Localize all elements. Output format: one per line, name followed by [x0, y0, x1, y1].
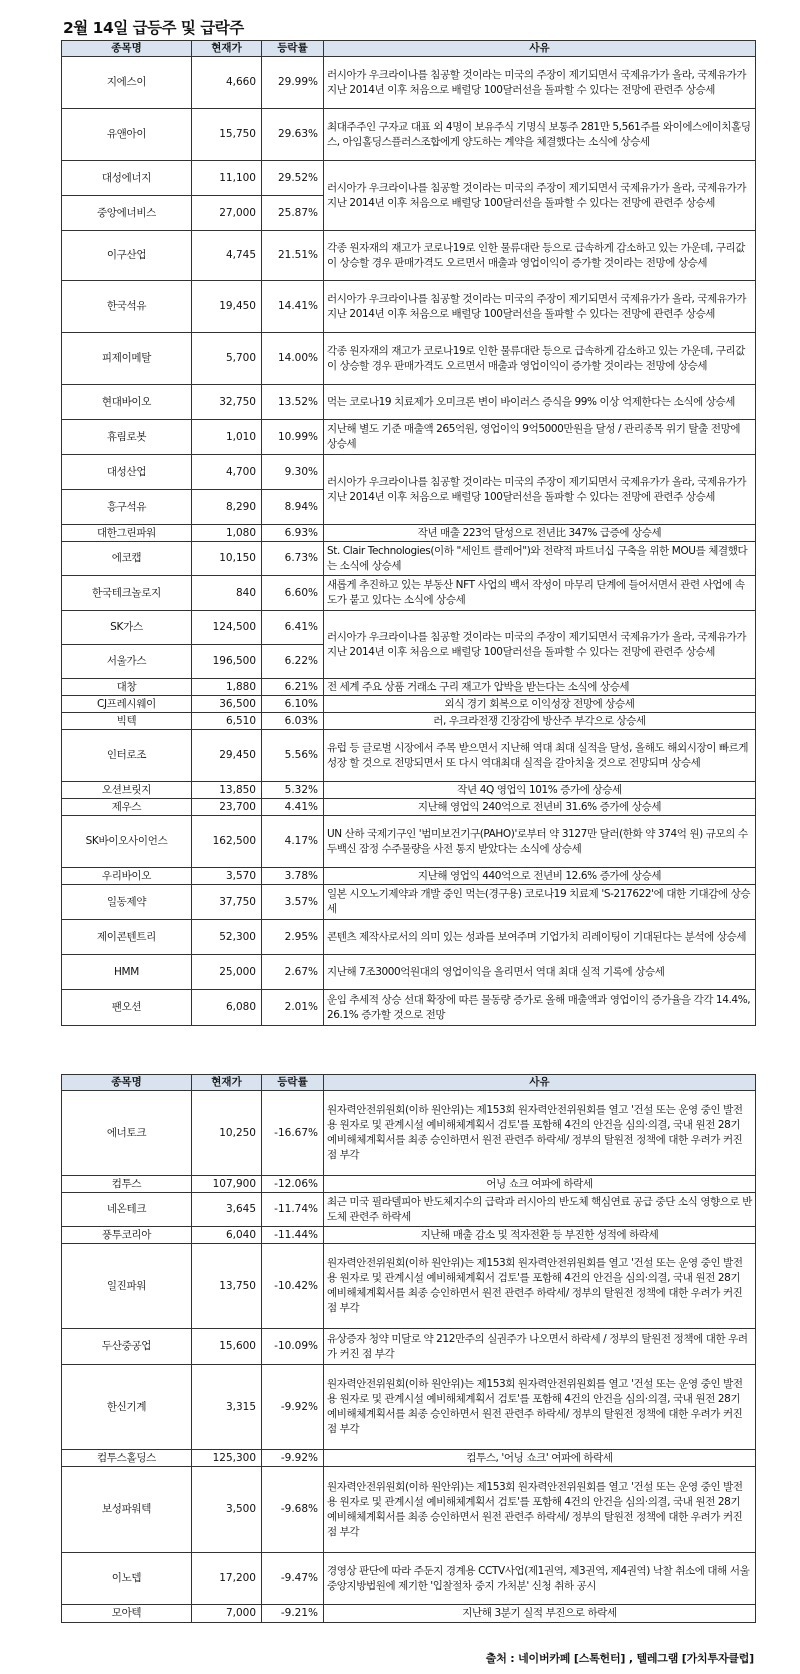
table-row: [62, 1176, 756, 1193]
stock-price: 124,500: [192, 611, 262, 645]
stock-name: 지에스이: [62, 57, 192, 109]
stock-reason: 외식 경기 회복으로 이익성장 전망에 상승세: [324, 696, 756, 713]
stock-name: 흥구석유: [62, 490, 192, 525]
stock-name: 보성파워텍: [62, 1467, 192, 1553]
stock-reason: 지난해 별도 기준 매출액 265억원, 영업이익 9억5000만원을 달성 / 관리종목 위기 탈출 전망에 상승세: [324, 420, 756, 455]
stock-rate: -9.68%: [262, 1467, 324, 1553]
stock-rate: 4.41%: [262, 799, 324, 816]
stock-reason: 작년 매출 223억 달성으로 전년比 347% 급증에 상승세: [324, 525, 756, 542]
stock-reason: UN 산하 국제기구인 '범미보건기구(PAHO)'로부터 약 3127만 달러(한화 약 374억 원) 규모의 수두백신 잠정 수주물량을 사전 통지 받았다는 소식에 상승세: [324, 816, 756, 868]
stock-name: 우리바이오: [62, 868, 192, 885]
stock-price: 37,750: [192, 885, 262, 920]
stock-rate: 4.17%: [262, 816, 324, 868]
stock-rate: -9.92%: [262, 1365, 324, 1450]
stock-price: 1,080: [192, 525, 262, 542]
stock-reason: 러시아가 우크라이나를 침공할 것이라는 미국의 주장이 제기되면서 국제유가가 올라, 국제유가가 지난 2014년 이후 처음으로 배럴당 100달러선을 돌파할 수 있다는 전망에 관련주 상승세: [324, 57, 756, 109]
stock-name: 인터로조: [62, 730, 192, 782]
stock-reason: 각종 원자재의 재고가 코로나19로 인한 물류대란 등으로 급속하게 감소하고 있는 가운데, 구리값이 상승할 경우 판매가격도 오르면서 매출과 영업이익이 증가할 것이라는 전망에 상승세: [324, 231, 756, 281]
table-header-row: [62, 1075, 756, 1091]
stock-rate: 5.32%: [262, 782, 324, 799]
stock-rate: 6.21%: [262, 679, 324, 696]
stock-name: 피제이메탈: [62, 333, 192, 385]
stock-reason: 원자력안전위원회(이하 원안위)는 제153회 원자력안전위원회를 열고 '건설 또는 운영 중인 발전용 원자로 및 관계시설 예비해체계획서 검토'를 포함해 4건의 안건을 심의·의결, 국내 원전 28기 예비해체계획서를 최종 승인하면서 원전 관련주 하락세/ 정부의 탈원전 정책에 대한 우려가 커진 점 부각: [324, 1091, 756, 1176]
stock-reason: 전 세계 주요 상품 거래소 구리 재고가 압박을 받는다는 소식에 상승세: [324, 679, 756, 696]
stock-name: 에너토크: [62, 1091, 192, 1176]
stock-rate: 14.00%: [262, 333, 324, 385]
stock-price: 4,700: [192, 455, 262, 490]
stock-name: SK바이오사이언스: [62, 816, 192, 868]
stock-rate: 10.99%: [262, 420, 324, 455]
stock-reason: 지난해 영업익 440억으로 전년비 12.6% 증가에 상승세: [324, 868, 756, 885]
table-row: [62, 1553, 756, 1605]
stock-price: 17,200: [192, 1553, 262, 1605]
table-row: [62, 281, 756, 333]
stock-price: 11,100: [192, 161, 262, 196]
stock-name: 제이콘텐트리: [62, 920, 192, 955]
table-row: [62, 525, 756, 542]
stock-rate: 21.51%: [262, 231, 324, 281]
stock-rate: 3.78%: [262, 868, 324, 885]
stock-reason: 러시아가 우크라이나를 침공할 것이라는 미국의 주장이 제기되면서 국제유가가 올라, 국제유가가 지난 2014년 이후 처음으로 배럴당 100달러선을 돌파할 수 있다는 전망에 관련주 상승세: [324, 281, 756, 333]
stock-price: 125,300: [192, 1450, 262, 1467]
stock-price: 5,700: [192, 333, 262, 385]
stock-price: 19,450: [192, 281, 262, 333]
stock-price: 13,850: [192, 782, 262, 799]
stock-rate: 6.22%: [262, 645, 324, 679]
stock-price: 25,000: [192, 955, 262, 990]
header-name: 종목명: [62, 41, 192, 57]
stock-reason: 경영상 판단에 따라 주둔지 경계용 CCTV사업(제1권역, 제3권역, 제4권역) 낙찰 취소에 대해 서울중앙지방법원에 제기한 '입찰절차 중지 가처분' 신청 취하 공시: [324, 1553, 756, 1605]
gainers-table: [61, 40, 756, 1026]
stock-reason: 운임 추세적 상승 선대 확장에 따른 물동량 증가로 올해 매출액과 영업이익 증가율을 각각 14.4%, 26.1% 증가할 것으로 전망: [324, 990, 756, 1026]
stock-reason: St. Clair Technologies(이하 "세인트 클레어")와 전략적 파트너십 구축을 위한 MOU를 체결했다는 소식에 상승세: [324, 542, 756, 576]
stock-rate: -10.09%: [262, 1329, 324, 1365]
stock-name: 이노뎁: [62, 1553, 192, 1605]
stock-price: 29,450: [192, 730, 262, 782]
table-row: [62, 816, 756, 868]
stock-rate: 6.93%: [262, 525, 324, 542]
table-row: [62, 576, 756, 611]
stock-reason: 러시아가 우크라이나를 침공할 것이라는 미국의 주장이 제기되면서 국제유가가 올라, 국제유가가 지난 2014년 이후 처음으로 배럴당 100달러선을 돌파할 수 있다는 전망에 관련주 상승세: [324, 455, 756, 525]
stock-rate: 2.95%: [262, 920, 324, 955]
stock-price: 10,150: [192, 542, 262, 576]
header-reason: 사유: [324, 1075, 756, 1091]
stock-name: 현대바이오: [62, 385, 192, 420]
stock-name: 대창: [62, 679, 192, 696]
stock-price: 7,000: [192, 1605, 262, 1623]
table-row: [62, 990, 756, 1026]
stock-rate: 2.01%: [262, 990, 324, 1026]
stock-reason: 어닝 쇼크 여파에 하락세: [324, 1176, 756, 1193]
stock-reason: 컴투스, '어닝 쇼크' 여파에 하락세: [324, 1450, 756, 1467]
stock-reason: 원자력안전위원회(이하 원안위)는 제153회 원자력안전위원회를 열고 '건설 또는 운영 중인 발전용 원자로 및 관계시설 예비해체계획서 검토'를 포함해 4건의 안건을 심의·의결, 국내 원전 28기 예비해체계획서를 최종 승인하면서 원전 관련주 하락세/ 정부의 탈원전 정책에 대한 우려가 커진 점 부각: [324, 1467, 756, 1553]
stock-name: 모아텍: [62, 1605, 192, 1623]
stock-reason: 러, 우크라전쟁 긴장감에 방산주 부각으로 상승세: [324, 713, 756, 730]
stock-reason: 원자력안전위원회(이하 원안위)는 제153회 원자력안전위원회를 열고 '건설 또는 운영 중인 발전용 원자로 및 관계시설 예비해체계획서 검토'를 포함해 4건의 안건을 심의·의결, 국내 원전 28기 예비해체계획서를 최종 승인하면서 원전 관련주 하락세/ 정부의 탈원전 정책에 대한 우려가 커진 점 부각: [324, 1244, 756, 1329]
table-row: [62, 1091, 756, 1176]
stock-price: 15,600: [192, 1329, 262, 1365]
stock-rate: 6.10%: [262, 696, 324, 713]
table-row: [62, 713, 756, 730]
table-row: [62, 782, 756, 799]
stock-reason: 유상증자 청약 미달로 약 212만주의 실권주가 나오면서 하락세 / 정부의 탈원전 정책에 대한 우려가 커진 점 부각: [324, 1329, 756, 1365]
stock-price: 8,290: [192, 490, 262, 525]
stock-name: 컴투스홀딩스: [62, 1450, 192, 1467]
stock-rate: 9.30%: [262, 455, 324, 490]
stock-rate: 25.87%: [262, 196, 324, 231]
stock-name: 서울가스: [62, 645, 192, 679]
table-row: [62, 161, 756, 196]
stock-price: 36,500: [192, 696, 262, 713]
stock-reason: 새롭게 추진하고 있는 부동산 NFT 사업의 백서 작성이 마무리 단계에 들어서면서 관련 사업에 속도가 붙고 있다는 소식에 상승세: [324, 576, 756, 611]
stock-price: 4,660: [192, 57, 262, 109]
table-row: [62, 1329, 756, 1365]
stock-reason: 러시아가 우크라이나를 침공할 것이라는 미국의 주장이 제기되면서 국제유가가 올라, 국제유가가 지난 2014년 이후 처음으로 배럴당 100달러선을 돌파할 수 있다는 전망에 관련주 상승세: [324, 611, 756, 679]
stock-name: SK가스: [62, 611, 192, 645]
stock-reason: 원자력안전위원회(이하 원안위)는 제153회 원자력안전위원회를 열고 '건설 또는 운영 중인 발전용 원자로 및 관계시설 예비해체계획서 검토'를 포함해 4건의 안건을 심의·의결, 국내 원전 28기 예비해체계획서를 최종 승인하면서 원전 관련주 하락세/ 정부의 탈원전 정책에 대한 우려가 커진 점 부각: [324, 1365, 756, 1450]
table-row: [62, 868, 756, 885]
stock-rate: -9.21%: [262, 1605, 324, 1623]
stock-name: 빅텍: [62, 713, 192, 730]
stock-reason: 작년 4Q 영업익 101% 증가에 상승세: [324, 782, 756, 799]
table-row: [62, 730, 756, 782]
stock-rate: -9.47%: [262, 1553, 324, 1605]
stock-rate: 2.67%: [262, 955, 324, 990]
losers-table: [61, 1074, 756, 1623]
stock-name: 네온테크: [62, 1193, 192, 1227]
stock-name: 대한그린파워: [62, 525, 192, 542]
table-row: [62, 385, 756, 420]
stock-name: 대성산업: [62, 455, 192, 490]
stock-rate: -10.42%: [262, 1244, 324, 1329]
stock-price: 6,080: [192, 990, 262, 1026]
table-row: [62, 611, 756, 645]
stock-name: 대성에너지: [62, 161, 192, 196]
stock-name: 두산중공업: [62, 1329, 192, 1365]
table-row: [62, 109, 756, 161]
stock-name: CJ프레시웨이: [62, 696, 192, 713]
stock-rate: -16.67%: [262, 1091, 324, 1176]
table-row: [62, 679, 756, 696]
stock-rate: 6.60%: [262, 576, 324, 611]
stock-name: 휴림로봇: [62, 420, 192, 455]
stock-rate: 6.73%: [262, 542, 324, 576]
table-row: [62, 920, 756, 955]
stock-name: 컴투스: [62, 1176, 192, 1193]
stock-rate: 8.94%: [262, 490, 324, 525]
stock-price: 13,750: [192, 1244, 262, 1329]
stock-name: 한신기계: [62, 1365, 192, 1450]
stock-name: 일동제약: [62, 885, 192, 920]
stock-reason: 러시아가 우크라이나를 침공할 것이라는 미국의 주장이 제기되면서 국제유가가 올라, 국제유가가 지난 2014년 이후 처음으로 배럴당 100달러선을 돌파할 수 있다는 전망에 관련주 상승세: [324, 161, 756, 231]
table-row: [62, 420, 756, 455]
table-row: [62, 955, 756, 990]
stock-reason: 콘텐츠 제작사로서의 의미 있는 성과를 보여주며 기업가치 리레이팅이 기대된다는 분석에 상승세: [324, 920, 756, 955]
table-row: [62, 1227, 756, 1244]
stock-price: 107,900: [192, 1176, 262, 1193]
stock-rate: -12.06%: [262, 1176, 324, 1193]
stock-reason: 지난해 7조3000억원대의 영업이익을 올리면서 역대 최대 실적 기록에 상승세: [324, 955, 756, 990]
stock-rate: -11.44%: [262, 1227, 324, 1244]
table-row: [62, 455, 756, 490]
stock-price: 1,880: [192, 679, 262, 696]
stock-price: 840: [192, 576, 262, 611]
stock-price: 6,510: [192, 713, 262, 730]
stock-rate: 29.99%: [262, 57, 324, 109]
stock-price: 32,750: [192, 385, 262, 420]
stock-rate: 13.52%: [262, 385, 324, 420]
stock-price: 52,300: [192, 920, 262, 955]
header-name: 종목명: [62, 1075, 192, 1091]
stock-name: HMM: [62, 955, 192, 990]
stock-price: 27,000: [192, 196, 262, 231]
stock-rate: -9.92%: [262, 1450, 324, 1467]
stock-rate: 5.56%: [262, 730, 324, 782]
table-row: [62, 1467, 756, 1553]
stock-rate: 29.63%: [262, 109, 324, 161]
stock-reason: 일본 시오노기제약과 개발 중인 먹는(경구용) 코로나19 치료제 'S-217622'에 대한 기대감에 상승세: [324, 885, 756, 920]
header-rate: 등락률: [262, 1075, 324, 1091]
stock-name: 제우스: [62, 799, 192, 816]
stock-name: 에코캡: [62, 542, 192, 576]
stock-rate: -11.74%: [262, 1193, 324, 1227]
stock-price: 3,500: [192, 1467, 262, 1553]
stock-price: 10,250: [192, 1091, 262, 1176]
header-price: 현재가: [192, 41, 262, 57]
stock-price: 1,010: [192, 420, 262, 455]
table-row: [62, 1450, 756, 1467]
table-row: [62, 1365, 756, 1450]
table-row: [62, 799, 756, 816]
table-row: [62, 696, 756, 713]
stock-reason: 지난해 매출 감소 및 적자전환 등 부진한 성적에 하락세: [324, 1227, 756, 1244]
stock-reason: 유럽 등 글로벌 시장에서 주목 받으면서 지난해 역대 최대 실적을 달성, 올해도 해외시장이 빠르게 성장 할 것으로 전망되면서 또 다시 역대최대 실적을 갈아치울 것으로 전망되며 상승세: [324, 730, 756, 782]
header-reason: 사유: [324, 41, 756, 57]
stock-rate: 6.03%: [262, 713, 324, 730]
stock-name: 유앤아이: [62, 109, 192, 161]
stock-price: 196,500: [192, 645, 262, 679]
header-rate: 등락률: [262, 41, 324, 57]
table-row: [62, 1605, 756, 1623]
stock-name: 일진파워: [62, 1244, 192, 1329]
stock-rate: 29.52%: [262, 161, 324, 196]
stock-name: 팬오션: [62, 990, 192, 1026]
stock-name: 풍투코리아: [62, 1227, 192, 1244]
table-row: [62, 57, 756, 109]
header-price: 현재가: [192, 1075, 262, 1091]
stock-rate: 3.57%: [262, 885, 324, 920]
stock-price: 15,750: [192, 109, 262, 161]
stock-price: 4,745: [192, 231, 262, 281]
stock-name: 한국테크놀로지: [62, 576, 192, 611]
stock-reason: 각종 원자재의 재고가 코로나19로 인한 물류대란 등으로 급속하게 감소하고 있는 가운데, 구리값이 상승할 경우 판매가격도 오르면서 매출과 영업이익이 증가할 것이라는 전망에 상승세: [324, 333, 756, 385]
stock-reason: 지난해 영업익 240억으로 전년비 31.6% 증가에 상승세: [324, 799, 756, 816]
stock-reason: 최근 미국 필라델피아 반도체지수의 급락과 러시아의 반도체 핵심연료 공급 중단 소식 영향으로 반도체 관련주 하락세: [324, 1193, 756, 1227]
stock-reason: 최대주주인 구자교 대표 외 4명이 보유주식 기명식 보통주 281만 5,561주를 와이에스에이치홀딩스, 아임홀딩스플러스조합에게 양도하는 계약을 체결했다는 소식에 상승세: [324, 109, 756, 161]
page-title: 2월 14일 급등주 및 급락주: [63, 19, 244, 37]
table-row: [62, 542, 756, 576]
stock-price: 3,645: [192, 1193, 262, 1227]
table-header-row: [62, 41, 756, 57]
stock-reason: 지난해 3분기 실적 부진으로 하락세: [324, 1605, 756, 1623]
table-row: [62, 1193, 756, 1227]
stock-price: 162,500: [192, 816, 262, 868]
stock-name: 오션브릿지: [62, 782, 192, 799]
table-row: [62, 1244, 756, 1329]
table-row: [62, 231, 756, 281]
stock-price: 23,700: [192, 799, 262, 816]
stock-reason: 먹는 코로나19 치료제가 오미크론 변이 바이러스 증식을 99% 이상 억제한다는 소식에 상승세: [324, 385, 756, 420]
stock-price: 6,040: [192, 1227, 262, 1244]
table-row: [62, 885, 756, 920]
table-row: [62, 333, 756, 385]
stock-name: 이구산업: [62, 231, 192, 281]
stock-price: 3,315: [192, 1365, 262, 1450]
source-footer: 출처 : 네이버카페 [스톡헌터] , 텔레그램 [가치투자클럽]: [485, 1652, 754, 1665]
stock-rate: 6.41%: [262, 611, 324, 645]
stock-name: 중앙에너비스: [62, 196, 192, 231]
stock-rate: 14.41%: [262, 281, 324, 333]
stock-price: 3,570: [192, 868, 262, 885]
stock-name: 한국석유: [62, 281, 192, 333]
